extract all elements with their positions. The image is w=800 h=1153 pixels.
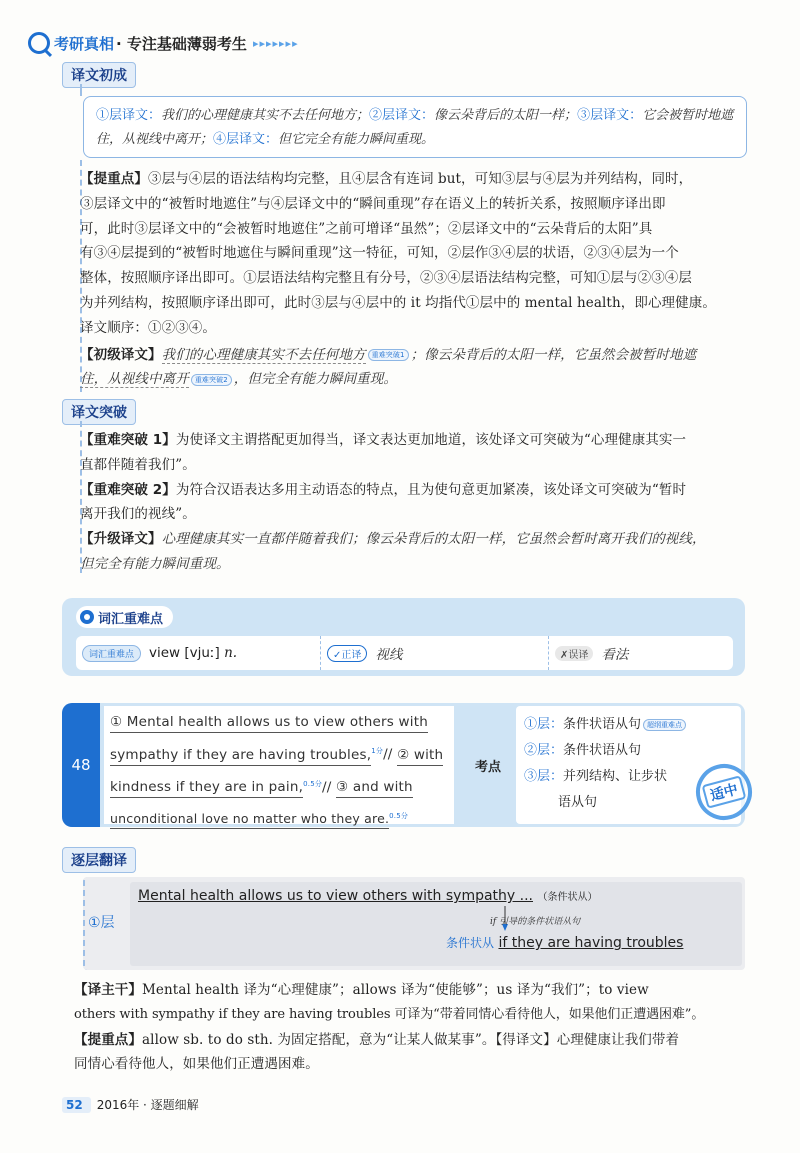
basic-translation-text: 住，从视线中离开: [80, 371, 189, 388]
note-label: 【提重点】: [74, 1031, 142, 1048]
target-icon: [80, 610, 94, 624]
vocab-pos: n.: [224, 645, 238, 661]
breakthrough1-label: 【重难突破 1】: [80, 432, 176, 448]
page-number: 52: [62, 1097, 91, 1113]
note-text: Mental health 译为“心理健康”；allows 译为“使能够”；us 译为“我们”；to view: [142, 982, 649, 998]
sentence-line: kindness if they are in pain,: [110, 779, 303, 798]
text-line: 直都伴随着我们”。: [80, 456, 196, 473]
text-line: 但完全有能力瞬间重现。: [80, 555, 230, 572]
magnifier-logo-icon: [28, 32, 50, 54]
footer-title: 2016年 · 逐题细解: [96, 1098, 199, 1112]
initial-translation-box: [83, 96, 747, 158]
main-note: （条件状从）: [537, 892, 598, 903]
kd-num: ③层：: [524, 769, 564, 784]
note-text: others with sympathy if they are having troubles 可译为“带着同情心看待他人，如果他们正遭遇困难”。: [74, 1006, 705, 1022]
sentence-line: ③ and with: [336, 779, 413, 798]
clause-text: if they are having troubles: [498, 935, 684, 951]
separator: //: [383, 746, 393, 763]
vocab-title-text: 词汇重难点: [98, 611, 164, 627]
key-points-paragraph: [80, 167, 750, 392]
wrong-translation: 看法: [601, 647, 629, 663]
layer2-label: ②层译文：: [369, 108, 435, 123]
sentence-line: ② with: [397, 747, 443, 766]
exam-point-label: 考点: [474, 759, 501, 775]
section-tag-initial-translation: 译文初成: [62, 62, 136, 88]
kd-num: ①层：: [524, 717, 564, 732]
layer3-text: 它会被暂时地遮住，从视线中离开；: [96, 108, 734, 147]
breakthrough-tag[interactable]: 重难突破2: [191, 374, 232, 386]
arrows-decoration-icon: ▸▸▸▸▸▸▸: [252, 36, 299, 50]
key-line: ③层译文中的“被暂时地遮住”与④层译文中的“瞬间重现”存在语义上的转折关系，按照顺序译出即: [80, 195, 666, 212]
key-line: ③层与④层的语法结构均完整，且④层含有连词 but，可知③层与④层为并列结构，同时，: [148, 171, 693, 187]
note-text: 同情心看待他人，如果他们正遭遇困难。: [74, 1056, 319, 1073]
key-line: 整体，按照顺序译出即可。①层语法结构完整且有分号，②③④层语法结构完整，可知①层与②③④层: [80, 270, 692, 287]
vocab-word: view [vjuː]: [149, 645, 220, 661]
score-mark: 0.5分: [389, 812, 409, 820]
layer-main-sentence: [138, 888, 597, 904]
key-line: 译文顺序：①②③④。: [80, 319, 216, 336]
layer-sub-note: if 引导的条件状语从句: [490, 917, 581, 927]
score-mark: 0.5分: [303, 779, 323, 788]
wrong-badge: ✗误译: [555, 646, 593, 661]
vocab-correct-cell: [320, 636, 548, 670]
difficulty-text: 适中: [702, 775, 747, 809]
main-text: Mental health allows us to view others with sympathy ...: [138, 888, 533, 904]
section-tag-layered: 逐层翻译: [62, 847, 136, 873]
text-line: 为符合汉语表达多用主动语态的特点，且为使句意更加紧凑，该处译文可突破为“暂时: [175, 481, 687, 498]
text-line: 离开我们的视线”。: [80, 506, 196, 523]
score-mark: 1分: [371, 747, 384, 755]
breakthrough-tag[interactable]: 重难突破1: [368, 349, 409, 361]
clause-label: 条件状从: [446, 936, 495, 950]
key-line: 有③④层提到的“被暂时地遮住与瞬间重现”这一特征，可知，②层作③④层的状语，②③④层为一个: [80, 245, 679, 262]
section-tag-breakthrough: 译文突破: [62, 399, 136, 425]
kd-tag: 超纲重难点: [643, 719, 686, 731]
separator: //: [322, 779, 332, 795]
key-points-label: 【提重点】: [80, 171, 148, 187]
correct-badge: ✓正译: [327, 645, 367, 662]
layered-notes: [74, 978, 750, 1077]
layer-label: ①层: [88, 915, 115, 931]
key-line: 可，此时③层译文中的“会被暂时地遮住”之前可增译“虽然”；②层译文中的“云朵背后的太阳”具: [80, 220, 653, 237]
vocab-wrong-cell: [548, 636, 733, 670]
vocab-tag: 词汇重难点: [82, 645, 141, 662]
basic-translation-label: 【初级译文】: [80, 346, 162, 363]
kd-num: ②层：: [524, 743, 564, 758]
vocab-word-cell: [76, 636, 320, 670]
basic-translation-text: 我们的心理健康其实不去任何地方: [161, 346, 366, 363]
page-footer: [62, 1096, 199, 1113]
kd-text: 语从句: [558, 795, 598, 810]
slogan: · 专注基础薄弱考生: [116, 34, 247, 53]
layer2-text: 像云朵背后的太阳一样；: [434, 108, 578, 123]
sentence-line: ① Mental health allows us to view others with: [110, 714, 428, 733]
layer1-text: 我们的心理健康其实不去任何地方；: [161, 108, 370, 123]
page-header: [28, 30, 299, 56]
layer4-label: ④层译文：: [213, 132, 279, 147]
layer-clause: [446, 934, 683, 951]
layer3-label: ③层译文：: [577, 108, 643, 123]
basic-translation-text: ；像云朵背后的太阳一样，它虽然会被暂时地遮: [410, 346, 697, 363]
kd-text: 条件状语从句: [563, 717, 642, 732]
text-line: 为使译文主谓搭配更加得当，译文表达更加地道，该处译文可突破为“心理健康其实一: [175, 432, 687, 448]
breakthrough2-label: 【重难突破 2】: [80, 481, 176, 498]
dashed-connector: [80, 84, 82, 96]
vocab-title: [76, 606, 173, 628]
text-line: 心理健康其实一直都伴随着我们；像云朵背后的太阳一样，它虽然会暂时离开我们的视线，: [161, 531, 706, 548]
correct-translation: 视线: [375, 647, 403, 663]
basic-translation-text: ，但完全有能力瞬间重现。: [233, 371, 397, 388]
breakthrough-paragraph: [80, 428, 750, 577]
note-text: allow sb. to do sth. 为固定搭配，意为“让某人做某事”。【得译文】心理健康让我们带着: [142, 1031, 680, 1048]
sentence-line: unconditional love no matter who they are.: [110, 811, 389, 829]
question-sentence: [104, 706, 454, 827]
vocab-row: [76, 636, 733, 670]
key-line: 为并列结构，按照顺序译出即可，此时③层与④层中的 it 均指代①层中的 mental health，即心理健康。: [80, 294, 716, 311]
brand-name: 考研真相: [54, 34, 115, 53]
layer4-text: 但它完全有能力瞬间重现。: [278, 132, 435, 147]
kd-text: 条件状语从句: [563, 743, 642, 758]
kd-text: 并列结构、让步状: [563, 769, 668, 784]
upgraded-translation-label: 【升级译文】: [80, 531, 162, 548]
question-number: 48: [62, 703, 100, 827]
note-label: 【译主干】: [74, 982, 142, 998]
sentence-line: sympathy if they are having troubles,: [110, 747, 371, 766]
layer1-label: ①层译文：: [96, 108, 162, 123]
